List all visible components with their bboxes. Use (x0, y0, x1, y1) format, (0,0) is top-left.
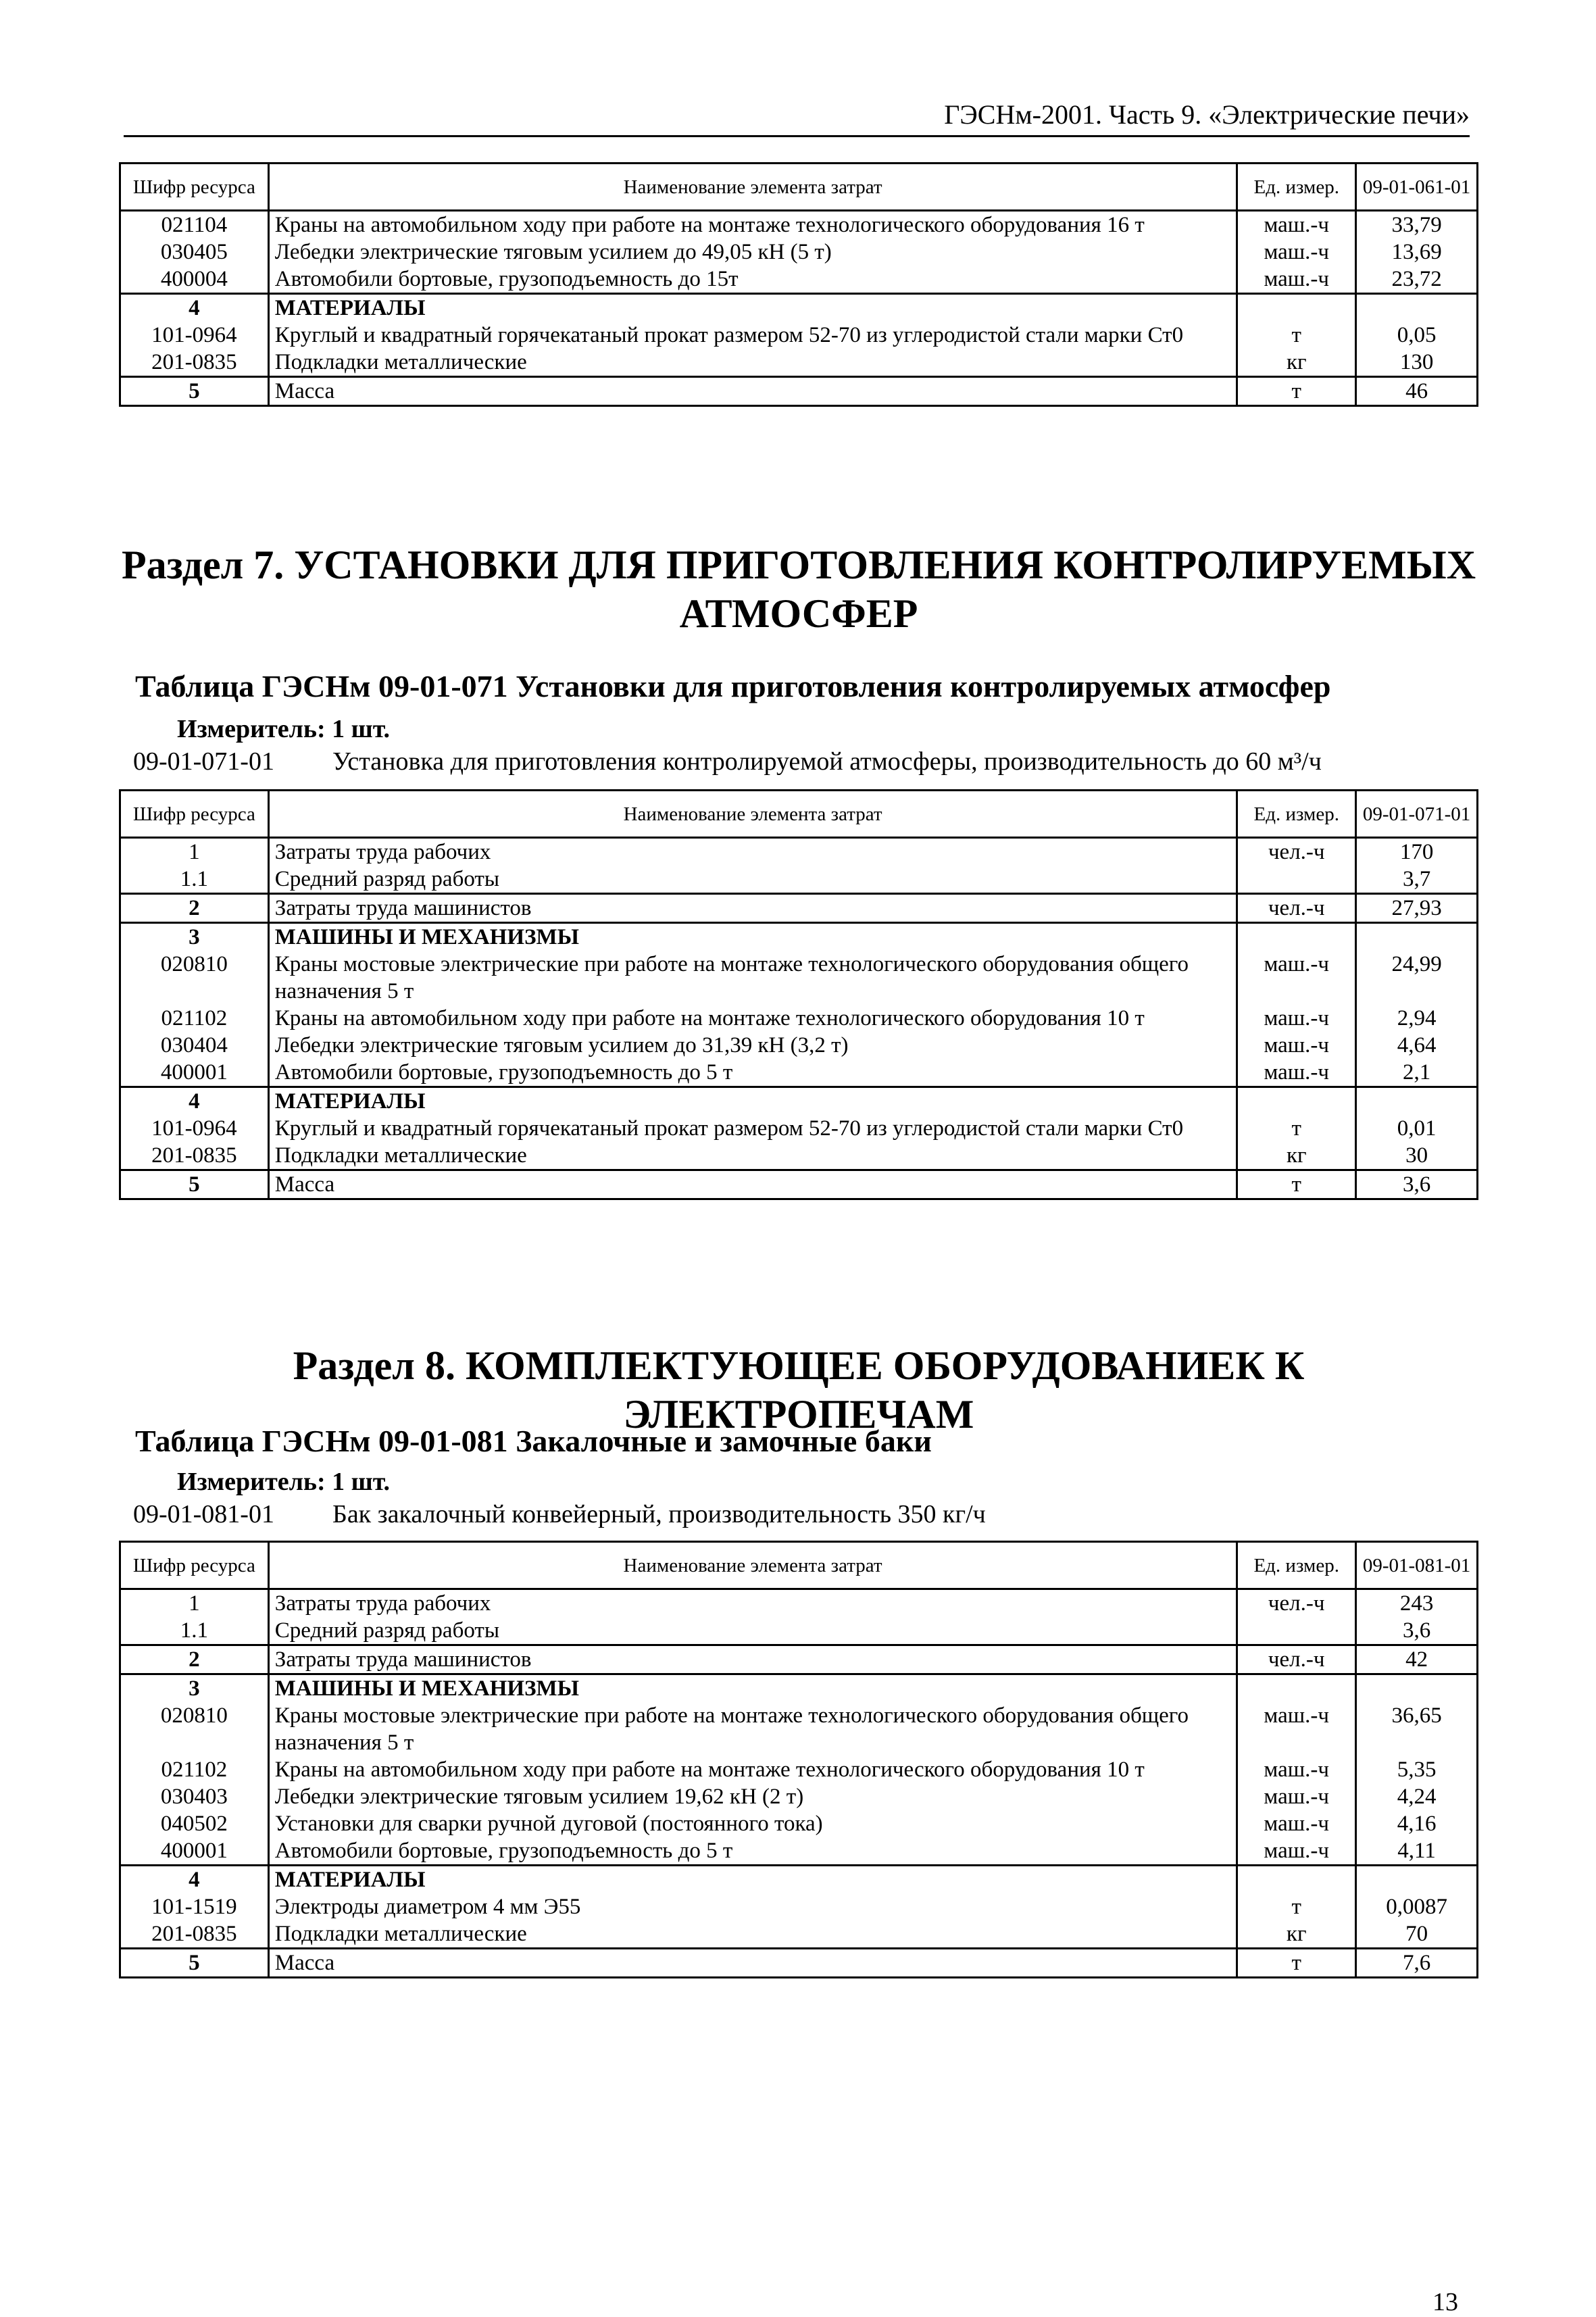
table-row (120, 1920, 1478, 1949)
cell-value: 0,01 (1356, 1115, 1478, 1142)
cell-name: Лебедки электрические тяговым усилием до 31,39 кН (3,2 т) (268, 1032, 1237, 1059)
cell-name: Краны мостовые электрические при работе на монтаже технологического оборудования общего назначения 5 т (268, 951, 1237, 1005)
table-row (120, 1837, 1478, 1866)
cell-name: Автомобили бортовые, грузоподъемность до 5 т (268, 1059, 1237, 1087)
cell-unit: маш.-ч (1237, 1059, 1356, 1087)
cell-code: 101-0964 (120, 1115, 269, 1142)
cell-unit: т (1237, 1115, 1356, 1142)
cell-unit: кг (1237, 1920, 1356, 1949)
cell-code: 3 (120, 923, 269, 951)
col-header-norm-code: 09-01-071-01 (1356, 791, 1478, 838)
table-row (120, 239, 1478, 266)
cell-unit: кг (1237, 349, 1356, 377)
table-row (120, 349, 1478, 377)
table-row (120, 322, 1478, 349)
resource-table-071 (119, 789, 1478, 1200)
cell-value: 4,11 (1356, 1837, 1478, 1866)
cell-unit (1237, 923, 1356, 951)
cell-unit (1237, 1087, 1356, 1116)
cell-unit (1237, 1866, 1356, 1894)
cell-code: 030404 (120, 1032, 269, 1059)
cell-value: 3,6 (1356, 1617, 1478, 1645)
table-row (120, 1702, 1478, 1756)
cell-code: 3 (120, 1674, 269, 1703)
cell-code: 020810 (120, 1702, 269, 1756)
cell-unit: маш.-ч (1237, 1032, 1356, 1059)
cell-code: 5 (120, 1170, 269, 1199)
col-header-norm-code: 09-01-081-01 (1356, 1542, 1478, 1589)
cell-unit (1237, 294, 1356, 322)
cell-name: МАТЕРИАЛЫ (268, 1866, 1237, 1894)
cell-code: 101-1519 (120, 1893, 269, 1920)
cell-value: 4,64 (1356, 1032, 1478, 1059)
cell-name: Электроды диаметром 4 мм Э55 (268, 1893, 1237, 1920)
table-row (120, 1617, 1478, 1645)
col-header-unit: Ед. измер. (1237, 1542, 1356, 1589)
cell-name: Масса (268, 377, 1237, 406)
cell-value: 5,35 (1356, 1756, 1478, 1783)
cell-name: Подкладки металлические (268, 1142, 1237, 1170)
cell-name: Краны на автомобильном ходу при работе на монтаже технологического оборудования 10 т (268, 1756, 1237, 1783)
cell-value: 2,94 (1356, 1005, 1478, 1032)
cell-value: 0,05 (1356, 322, 1478, 349)
cell-value: 130 (1356, 349, 1478, 377)
table-row (120, 266, 1478, 294)
cell-name: Краны на автомобильном ходу при работе на монтаже технологического оборудования 16 т (268, 211, 1237, 239)
resource-table-081 (119, 1541, 1478, 1978)
table-row (120, 923, 1478, 951)
norm-071-line (133, 746, 1322, 777)
cell-value: 0,0087 (1356, 1893, 1478, 1920)
cell-name: Краны мостовые электрические при работе на монтаже технологического оборудования общего назначения 5 т (268, 1702, 1237, 1756)
cell-value: 70 (1356, 1920, 1478, 1949)
cell-code: 101-0964 (120, 322, 269, 349)
table-row (120, 1756, 1478, 1783)
table-row (120, 377, 1478, 406)
cell-name: Затраты труда рабочих (268, 838, 1237, 866)
table-row (120, 1142, 1478, 1170)
table-row (120, 1893, 1478, 1920)
cell-code: 030405 (120, 239, 269, 266)
cell-name: Масса (268, 1949, 1237, 1978)
col-header-name: Наименование элемента затрат (268, 164, 1237, 211)
cell-unit (1237, 1617, 1356, 1645)
cell-code: 2 (120, 894, 269, 923)
norm-description: Бак закалочный конвейерный, производительность 350 кг/ч (332, 1500, 986, 1528)
cell-unit: чел.-ч (1237, 1645, 1356, 1674)
resource-table-061 (119, 162, 1478, 407)
cell-value (1356, 1866, 1478, 1894)
cell-unit (1237, 1674, 1356, 1703)
cell-value (1356, 294, 1478, 322)
cell-name: Краны на автомобильном ходу при работе на монтаже технологического оборудования 10 т (268, 1005, 1237, 1032)
cell-value (1356, 923, 1478, 951)
table-row (120, 1674, 1478, 1703)
cell-unit (1237, 866, 1356, 894)
norm-description: Установка для приготовления контролируемой атмосферы, производительность до 60 м³/ч (332, 747, 1322, 776)
cell-code: 201-0835 (120, 1142, 269, 1170)
cell-name: МАТЕРИАЛЫ (268, 1087, 1237, 1116)
cell-name: МАШИНЫ И МЕХАНИЗМЫ (268, 923, 1237, 951)
table-row (120, 1589, 1478, 1618)
cell-unit: маш.-ч (1237, 1783, 1356, 1810)
norm-081-line (133, 1499, 986, 1530)
cell-unit: т (1237, 1949, 1356, 1978)
cell-name: Подкладки металлические (268, 1920, 1237, 1949)
cell-name: Средний разряд работы (268, 1617, 1237, 1645)
cell-code: 400004 (120, 266, 269, 294)
table-row (120, 1059, 1478, 1087)
cell-value: 46 (1356, 377, 1478, 406)
cell-code: 400001 (120, 1837, 269, 1866)
cell-unit: маш.-ч (1237, 951, 1356, 1005)
cell-value: 2,1 (1356, 1059, 1478, 1087)
cell-name: Затраты труда рабочих (268, 1589, 1237, 1618)
table-row (120, 211, 1478, 239)
cell-name: МАТЕРИАЛЫ (268, 294, 1237, 322)
cell-name: Лебедки электрические тяговым усилием 19,62 кН (2 т) (268, 1783, 1237, 1810)
cell-unit: чел.-ч (1237, 838, 1356, 866)
cell-code: 201-0835 (120, 349, 269, 377)
cell-code: 1 (120, 838, 269, 866)
table-row (120, 1170, 1478, 1199)
table-071-title: Таблица ГЭСНм 09-01-071 Установки для приготовления контролируемых атмосфер (135, 669, 1331, 703)
cell-value: 27,93 (1356, 894, 1478, 923)
cell-name: Затраты труда машинистов (268, 1645, 1237, 1674)
cell-value (1356, 1674, 1478, 1703)
col-header-name: Наименование элемента затрат (268, 791, 1237, 838)
table-081-title: Таблица ГЭСНм 09-01-081 Закалочные и замочные баки (135, 1424, 932, 1458)
cell-name: Средний разряд работы (268, 866, 1237, 894)
cell-value: 7,6 (1356, 1949, 1478, 1978)
cell-unit: маш.-ч (1237, 1810, 1356, 1837)
col-header-name: Наименование элемента затрат (268, 1542, 1237, 1589)
col-header-code: Шифр ресурса (120, 791, 269, 838)
section-8-title: Раздел 8. КОМПЛЕКТУЮЩЕЕ ОБОРУДОВАНИЕК К ЭЛЕКТРОПЕЧАМ (293, 1343, 1305, 1437)
cell-code: 040502 (120, 1810, 269, 1837)
table-row (120, 1115, 1478, 1142)
running-header: ГЭСНм-2001. Часть 9. «Электрические печи» (124, 95, 1470, 137)
cell-code: 020810 (120, 951, 269, 1005)
cell-unit: маш.-ч (1237, 239, 1356, 266)
table-row (120, 1810, 1478, 1837)
col-header-unit: Ед. измер. (1237, 164, 1356, 211)
cell-unit: чел.-ч (1237, 894, 1356, 923)
cell-name: Установки для сварки ручной дуговой (постоянного тока) (268, 1810, 1237, 1837)
cell-value: 24,99 (1356, 951, 1478, 1005)
cell-value: 243 (1356, 1589, 1478, 1618)
norm-code: 09-01-081-01 (133, 1500, 274, 1528)
cell-value: 3,6 (1356, 1170, 1478, 1199)
table-081-measure: Измеритель: 1 шт. (177, 1468, 391, 1496)
table-row (120, 838, 1478, 866)
table-row (120, 866, 1478, 894)
cell-value: 23,72 (1356, 266, 1478, 294)
cell-code: 030403 (120, 1783, 269, 1810)
table-row (120, 1949, 1478, 1978)
cell-unit: т (1237, 322, 1356, 349)
table-row (120, 894, 1478, 923)
cell-unit: маш.-ч (1237, 1702, 1356, 1756)
col-header-norm-code: 09-01-061-01 (1356, 164, 1478, 211)
cell-name: Затраты труда машинистов (268, 894, 1237, 923)
cell-code: 1.1 (120, 866, 269, 894)
norm-code: 09-01-071-01 (133, 747, 274, 776)
col-header-unit: Ед. измер. (1237, 791, 1356, 838)
cell-code: 021102 (120, 1756, 269, 1783)
cell-name: Лебедки электрические тяговым усилием до 49,05 кН (5 т) (268, 239, 1237, 266)
cell-value: 36,65 (1356, 1702, 1478, 1756)
cell-unit: маш.-ч (1237, 1005, 1356, 1032)
cell-code: 5 (120, 377, 269, 406)
cell-name: Автомобили бортовые, грузоподъемность до 15т (268, 266, 1237, 294)
cell-name: МАШИНЫ И МЕХАНИЗМЫ (268, 1674, 1237, 1703)
cell-code: 021104 (120, 211, 269, 239)
cell-value (1356, 1087, 1478, 1116)
cell-value: 33,79 (1356, 211, 1478, 239)
cell-value: 4,24 (1356, 1783, 1478, 1810)
page-number: 13 (1432, 2288, 1458, 2316)
cell-code: 1 (120, 1589, 269, 1618)
col-header-code: Шифр ресурса (120, 164, 269, 211)
cell-code: 201-0835 (120, 1920, 269, 1949)
cell-value: 30 (1356, 1142, 1478, 1170)
cell-unit: т (1237, 1170, 1356, 1199)
cell-value: 42 (1356, 1645, 1478, 1674)
cell-code: 021102 (120, 1005, 269, 1032)
cell-unit: маш.-ч (1237, 1837, 1356, 1866)
cell-unit: маш.-ч (1237, 211, 1356, 239)
cell-code: 4 (120, 1087, 269, 1116)
table-row (120, 1005, 1478, 1032)
cell-name: Круглый и квадратный горячекатаный прокат размером 52-70 из углеродистой стали марки Ст0 (268, 1115, 1237, 1142)
cell-code: 5 (120, 1949, 269, 1978)
section-7-title: Раздел 7. УСТАНОВКИ ДЛЯ ПРИГОТОВЛЕНИЯ КОНТРОЛИРУЕМЫХ АТМОСФЕР (121, 543, 1476, 636)
table-row (120, 1866, 1478, 1894)
cell-code: 4 (120, 294, 269, 322)
cell-code: 400001 (120, 1059, 269, 1087)
table-071-measure: Измеритель: 1 шт. (177, 715, 391, 743)
cell-unit: т (1237, 377, 1356, 406)
cell-unit: маш.-ч (1237, 1756, 1356, 1783)
cell-code: 1.1 (120, 1617, 269, 1645)
cell-value: 4,16 (1356, 1810, 1478, 1837)
cell-name: Автомобили бортовые, грузоподъемность до 5 т (268, 1837, 1237, 1866)
cell-name: Подкладки металлические (268, 349, 1237, 377)
table-row (120, 1783, 1478, 1810)
cell-unit: кг (1237, 1142, 1356, 1170)
table-row (120, 294, 1478, 322)
cell-value: 13,69 (1356, 239, 1478, 266)
col-header-code: Шифр ресурса (120, 1542, 269, 1589)
cell-value: 170 (1356, 838, 1478, 866)
cell-unit: маш.-ч (1237, 266, 1356, 294)
table-row (120, 1087, 1478, 1116)
cell-name: Круглый и квадратный горячекатаный прокат размером 52-70 из углеродистой стали марки Ст0 (268, 322, 1237, 349)
table-row (120, 1645, 1478, 1674)
cell-code: 2 (120, 1645, 269, 1674)
table-row (120, 951, 1478, 1005)
table-row (120, 1032, 1478, 1059)
cell-code: 4 (120, 1866, 269, 1894)
cell-unit: т (1237, 1893, 1356, 1920)
cell-value: 3,7 (1356, 866, 1478, 894)
cell-name: Масса (268, 1170, 1237, 1199)
cell-unit: чел.-ч (1237, 1589, 1356, 1618)
